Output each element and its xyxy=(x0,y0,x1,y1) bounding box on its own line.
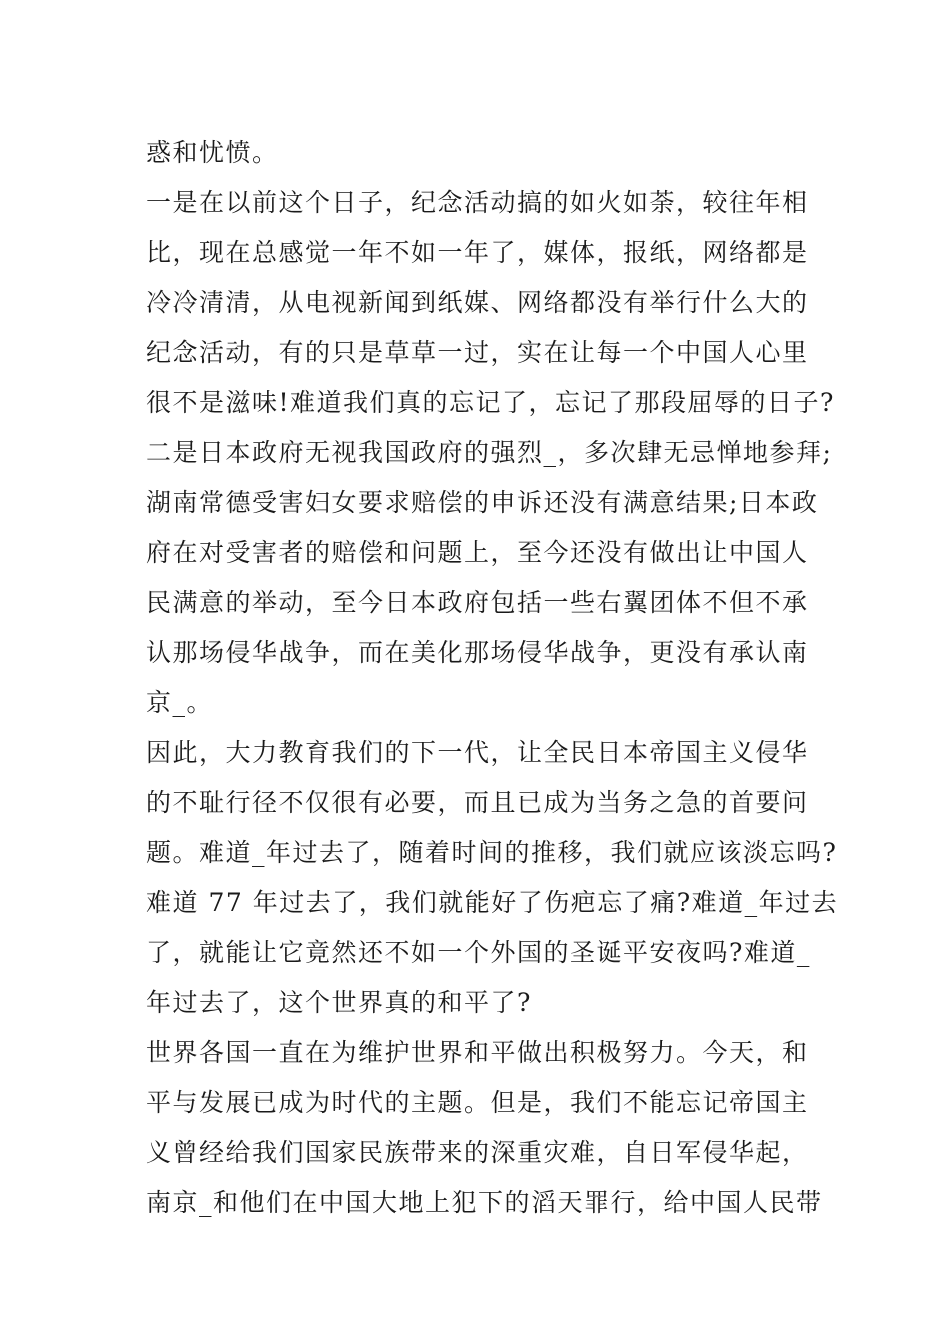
text-line: 难道 77 年过去了，我们就能好了伤疤忘了痛?难道_年过去 xyxy=(146,888,839,917)
text-line: 很不是滋味!难道我们真的忘记了，忘记了那段屈辱的日子? xyxy=(146,388,835,417)
text-line: 冷冷清清，从电视新闻到纸媒、网络都没有举行什么大的 xyxy=(146,288,809,317)
document-body xyxy=(146,128,839,1228)
text-line: 义曾经给我们国家民族带来的深重灾难，自日军侵华起， xyxy=(146,1138,809,1167)
text-line: 年过去了，这个世界真的和平了? xyxy=(146,988,532,1017)
text-line: 认那场侵华战争，而在美化那场侵华战争，更没有承认南 xyxy=(146,638,809,667)
text-line: 世界各国一直在为维护世界和平做出积极努力。今天，和 xyxy=(146,1038,809,1067)
text-line: 了，就能让它竟然还不如一个外国的圣诞平安夜吗?难道_ xyxy=(146,938,811,967)
text-line: 纪念活动，有的只是草草一过，实在让每一个中国人心里 xyxy=(146,338,809,367)
text-line: 府在对受害者的赔偿和问题上，至今还没有做出让中国人 xyxy=(146,538,809,567)
text-line: 民满意的举动，至今日本政府包括一些右翼团体不但不承 xyxy=(146,588,809,617)
text-line: 二是日本政府无视我国政府的强烈_，多次肆无忌惮地参拜; xyxy=(146,438,833,467)
text-line: 因此，大力教育我们的下一代，让全民日本帝国主义侵华 xyxy=(146,738,809,767)
text-line: 平与发展已成为时代的主题。但是，我们不能忘记帝国主 xyxy=(146,1088,809,1117)
text-line: 湖南常德受害妇女要求赔偿的申诉还没有满意结果;日本政 xyxy=(146,488,819,517)
text-line: 一是在以前这个日子，纪念活动搞的如火如荼，较往年相 xyxy=(146,188,809,217)
text-line: 南京_和他们在中国大地上犯下的滔天罪行，给中国人民带 xyxy=(146,1188,823,1217)
text-line: 的不耻行径不仅很有必要，而且已成为当务之急的首要问 xyxy=(146,788,809,817)
text-line: 题。难道_年过去了，随着时间的推移，我们就应该淡忘吗? xyxy=(146,838,838,867)
text-line: 京_。 xyxy=(146,688,214,717)
text-line: 惑和忧愤。 xyxy=(146,138,279,167)
text-line: 比，现在总感觉一年不如一年了，媒体，报纸，网络都是 xyxy=(146,238,809,267)
